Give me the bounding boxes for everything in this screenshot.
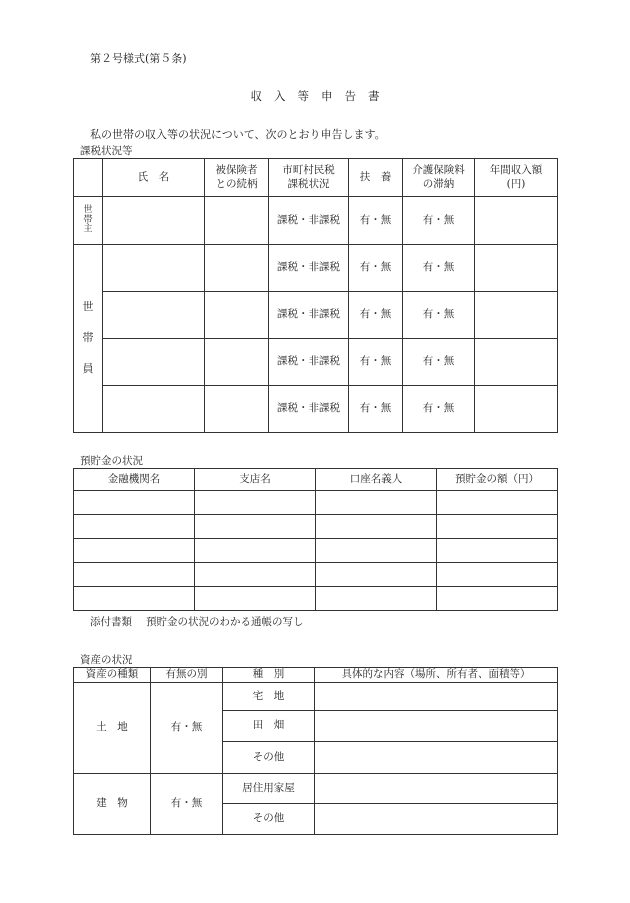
- amount-cell[interactable]: [437, 515, 558, 539]
- land-kind-residential: 宅 地: [223, 683, 315, 711]
- land-kind-farmland: 田 畑: [223, 711, 315, 742]
- tax-status-cell[interactable]: 課税・非課税: [269, 197, 349, 245]
- bank-cell[interactable]: [74, 539, 195, 563]
- form-number: 第２号様式(第５条): [90, 52, 187, 65]
- relation-cell[interactable]: [205, 197, 269, 245]
- detail-cell[interactable]: [315, 711, 558, 742]
- name-cell[interactable]: [103, 292, 205, 339]
- building-label: 建 物: [74, 774, 151, 835]
- bank-cell[interactable]: [74, 515, 195, 539]
- name-cell[interactable]: [103, 245, 205, 292]
- building-kind-residence: 居住用家屋: [223, 774, 315, 804]
- col-relation-header: 被保険者 との続柄: [205, 159, 269, 197]
- income-cell[interactable]: [475, 339, 558, 386]
- account-holder-header: 口座名義人: [316, 469, 437, 491]
- income-cell[interactable]: [475, 197, 558, 245]
- detail-cell[interactable]: [315, 742, 558, 774]
- col-name-header: 氏 名: [103, 159, 205, 197]
- attachment-text: 預貯金の状況のわかる通帳の写し: [146, 616, 304, 628]
- land-kind-other: その他: [223, 742, 315, 774]
- holder-cell[interactable]: [316, 539, 437, 563]
- asset-has-header: 有無の別: [151, 668, 223, 683]
- table-row: [74, 339, 558, 386]
- holder-cell[interactable]: [316, 491, 437, 515]
- relation-cell[interactable]: [205, 245, 269, 292]
- amount-cell[interactable]: [437, 587, 558, 611]
- table-row: [74, 245, 558, 292]
- asset-type-header: 資産の種類: [74, 668, 151, 683]
- branch-cell[interactable]: [195, 491, 316, 515]
- amount-cell[interactable]: [437, 491, 558, 515]
- care-cell[interactable]: 有・無: [403, 197, 475, 245]
- branch-cell[interactable]: [195, 539, 316, 563]
- support-cell[interactable]: 有・無: [349, 339, 403, 386]
- attachment-label: 添付書類: [90, 616, 132, 628]
- branch-cell[interactable]: [195, 563, 316, 587]
- col-care-header: 介護保険料 の滞納: [403, 159, 475, 197]
- attachment-note: [90, 614, 304, 629]
- detail-cell[interactable]: [315, 804, 558, 835]
- table-row: [74, 587, 558, 611]
- table-row: [74, 491, 558, 515]
- amount-cell[interactable]: [437, 539, 558, 563]
- document-title: 収入等申告書: [250, 89, 392, 103]
- name-cell[interactable]: [103, 197, 205, 245]
- table-row: [74, 292, 558, 339]
- land-has-cell[interactable]: 有・無: [151, 683, 223, 774]
- branch-header: 支店名: [195, 469, 316, 491]
- care-cell[interactable]: 有・無: [403, 292, 475, 339]
- table-row: [74, 683, 558, 711]
- holder-cell[interactable]: [316, 515, 437, 539]
- relation-cell[interactable]: [205, 386, 269, 433]
- assets-section-label: 資産の状況: [80, 654, 133, 666]
- intro-text: 私の世帯の収入等の状況について、次のとおり申告します。: [90, 128, 386, 141]
- land-label: 土 地: [74, 683, 151, 774]
- household-member-label: 世 帯 員: [74, 245, 103, 433]
- col-tax-header: 市町村民税 課税状況: [269, 159, 349, 197]
- relation-cell[interactable]: [205, 339, 269, 386]
- care-cell[interactable]: 有・無: [403, 386, 475, 433]
- tax-status-table: [73, 158, 558, 433]
- income-cell[interactable]: [475, 292, 558, 339]
- bank-cell[interactable]: [74, 491, 195, 515]
- table-row: [74, 774, 558, 804]
- amount-cell[interactable]: [437, 563, 558, 587]
- table-row: [74, 197, 558, 245]
- detail-cell[interactable]: [315, 774, 558, 804]
- table-row: [74, 386, 558, 433]
- bank-cell[interactable]: [74, 563, 195, 587]
- table-row: [74, 515, 558, 539]
- name-cell[interactable]: [103, 386, 205, 433]
- household-head-label: 世 帯 主: [74, 197, 103, 245]
- branch-cell[interactable]: [195, 587, 316, 611]
- relation-cell[interactable]: [205, 292, 269, 339]
- care-cell[interactable]: 有・無: [403, 339, 475, 386]
- income-cell[interactable]: [475, 245, 558, 292]
- income-cell[interactable]: [475, 386, 558, 433]
- support-cell[interactable]: 有・無: [349, 292, 403, 339]
- assets-table: [73, 667, 558, 835]
- support-cell[interactable]: 有・無: [349, 245, 403, 292]
- table-row: [74, 539, 558, 563]
- col-support-header: 扶 養: [349, 159, 403, 197]
- col-blank: [74, 159, 103, 197]
- building-has-cell[interactable]: 有・無: [151, 774, 223, 835]
- tax-section-label: 課税状況等: [80, 145, 133, 157]
- branch-cell[interactable]: [195, 515, 316, 539]
- tax-status-cell[interactable]: 課税・非課税: [269, 386, 349, 433]
- detail-cell[interactable]: [315, 683, 558, 711]
- tax-status-cell[interactable]: 課税・非課税: [269, 245, 349, 292]
- bank-cell[interactable]: [74, 587, 195, 611]
- savings-amount-header: 預貯金の額（円）: [437, 469, 558, 491]
- support-cell[interactable]: 有・無: [349, 386, 403, 433]
- tax-status-cell[interactable]: 課税・非課税: [269, 292, 349, 339]
- col-income-header: 年間収入額 (円): [475, 159, 558, 197]
- table-row: [74, 563, 558, 587]
- tax-status-cell[interactable]: 課税・非課税: [269, 339, 349, 386]
- savings-table: [73, 468, 558, 611]
- asset-detail-header: 具体的な内容（場所、所有者、面積等）: [315, 668, 558, 683]
- holder-cell[interactable]: [316, 563, 437, 587]
- building-kind-other: その他: [223, 804, 315, 835]
- savings-section-label: 預貯金の状況: [80, 455, 143, 467]
- bank-name-header: 金融機関名: [74, 469, 195, 491]
- holder-cell[interactable]: [316, 587, 437, 611]
- support-cell[interactable]: 有・無: [349, 197, 403, 245]
- asset-kind-header: 種 別: [223, 668, 315, 683]
- care-cell[interactable]: 有・無: [403, 245, 475, 292]
- name-cell[interactable]: [103, 339, 205, 386]
